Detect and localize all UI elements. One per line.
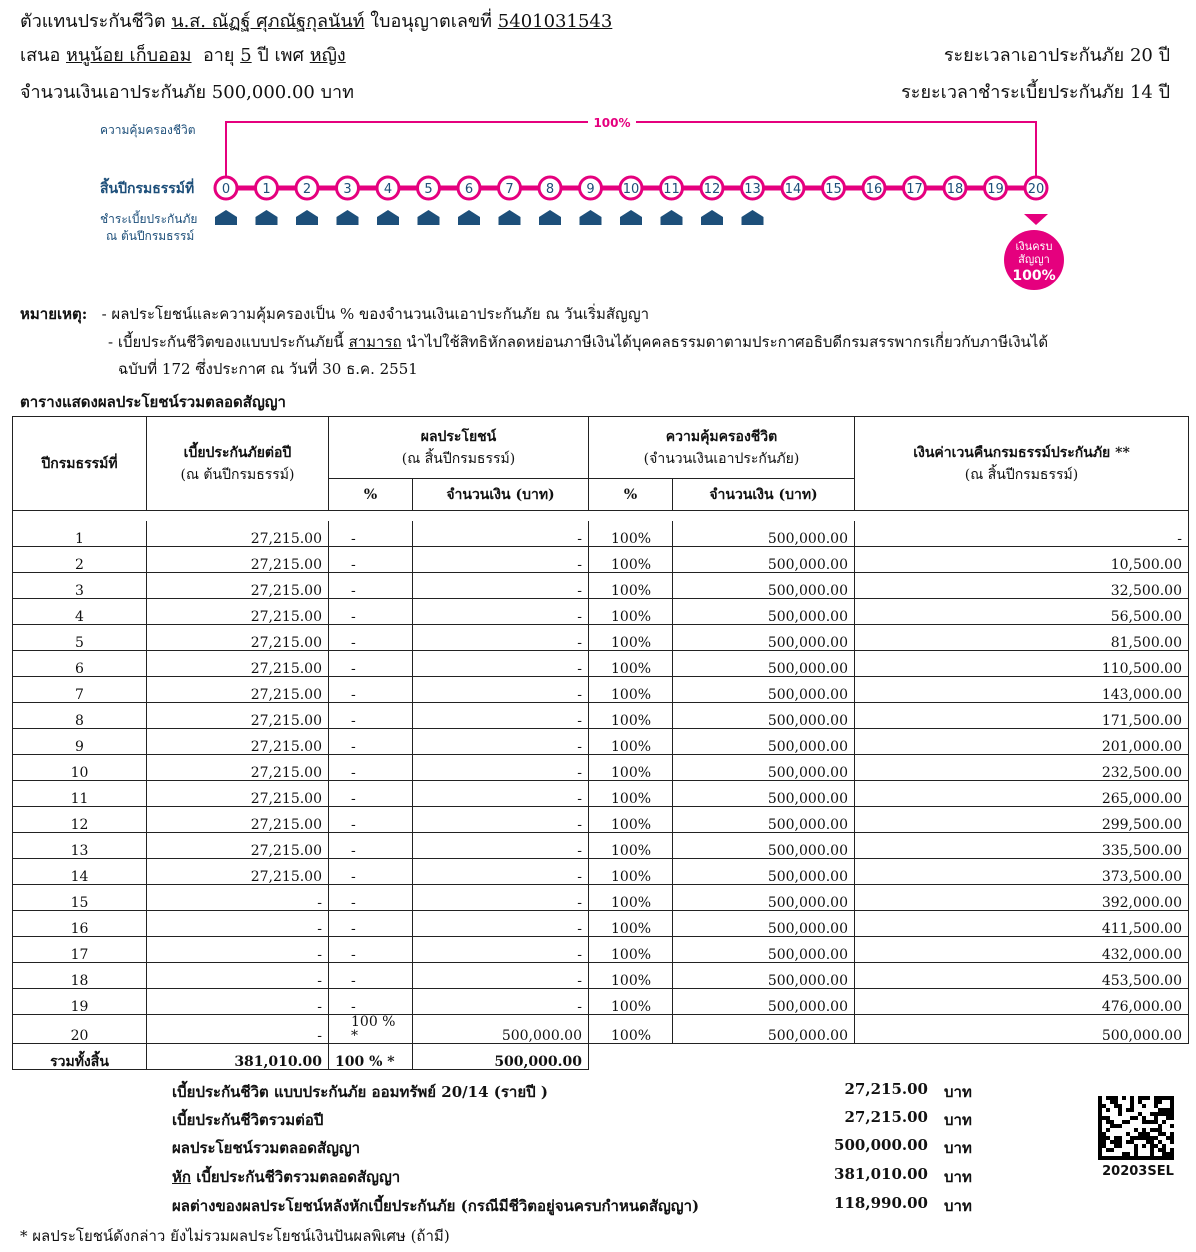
year-label: 8 (545, 182, 555, 197)
year-end-label: สิ้นปีกรมธรรม์ที่ (100, 181, 195, 197)
timeline-premiums (215, 210, 764, 225)
table-body (13, 521, 1189, 1044)
cell-cover-amount: 500,000.00 (673, 677, 855, 703)
cell-year: 11 (13, 781, 147, 807)
cell-benefit-pct: - (329, 911, 413, 937)
cell-year: 5 (13, 625, 147, 651)
summary-v2: 27,215.00 (844, 1108, 928, 1126)
year-label: 9 (586, 182, 595, 197)
premium-house-icon (296, 210, 318, 225)
cell-benefit-amount: - (413, 625, 589, 651)
maturity-line1: เงินครบ (1015, 240, 1053, 253)
table-row (13, 755, 1189, 781)
cell-cash-value: 265,000.00 (855, 781, 1189, 807)
table-row (13, 833, 1189, 859)
premium-house-icon (661, 210, 683, 225)
cell-year: 13 (13, 833, 147, 859)
cell-cover-pct: 100% (589, 703, 673, 729)
cell-year: 16 (13, 911, 147, 937)
cell-cover-amount: 500,000.00 (673, 807, 855, 833)
offer-line: เสนอ หนูน้อย เก็บออม อายุ 5 ปี เพศ หญิง ระยะเวลาเอาประกันภัย 20 ปี (20, 40, 1170, 69)
cell-cover-amount: 500,000.00 (673, 911, 855, 937)
cell-benefit-pct: - (329, 729, 413, 755)
cell-cover-amount: 500,000.00 (673, 1015, 855, 1044)
cell-year: 2 (13, 547, 147, 573)
coverage-timeline (88, 108, 1068, 290)
cell-cash-value: - (855, 521, 1189, 547)
sum-insured: จำนวนเงินเอาประกันภัย 500,000.00 บาท (20, 82, 354, 103)
cell-cover-pct: 100% (589, 729, 673, 755)
coverage-pct: 100% (593, 116, 631, 130)
col-benefit: ผลประโยชน์ (ณ สิ้นปีกรมธรรม์) (329, 417, 589, 479)
cell-cover-pct: 100% (589, 781, 673, 807)
timeline-years (215, 177, 1047, 199)
cell-year: 6 (13, 651, 147, 677)
cell-benefit-pct: - (329, 547, 413, 573)
total-row (13, 1044, 1189, 1070)
premium-house-icon (742, 210, 764, 225)
cell-benefit-amount: - (413, 885, 589, 911)
cell-year: 17 (13, 937, 147, 963)
cell-year: 19 (13, 989, 147, 1015)
summary-v3: 500,000.00 (834, 1136, 928, 1154)
summary-v4: 381,010.00 (834, 1165, 928, 1183)
table-row (13, 521, 1189, 547)
cell-cash-value: 476,000.00 (855, 989, 1189, 1015)
cell-cover-pct: 100% (589, 677, 673, 703)
year-label: 20 (1027, 182, 1045, 197)
footnote: * ผลประโยชน์ดังกล่าว ยังไม่รวมผลประโยชน์เงินปันผลพิเศษ (ถ้ามี) (20, 1227, 450, 1245)
cell-cover-amount: 500,000.00 (673, 521, 855, 547)
cell-benefit-pct: - (329, 677, 413, 703)
cell-benefit-pct: - (329, 755, 413, 781)
cell-cover-amount: 500,000.00 (673, 755, 855, 781)
cell-premium: 27,215.00 (147, 677, 329, 703)
cell-cover-amount: 500,000.00 (673, 703, 855, 729)
cell-year: 3 (13, 573, 147, 599)
cell-benefit-pct: - (329, 599, 413, 625)
table-row (13, 859, 1189, 885)
note-1: หมายเหตุ: - ผลประโยชน์และความคุ้มครองเป็น % ของจำนวนเงินเอาประกันภัย ณ วันเริ่มสัญญา (20, 305, 650, 323)
cell-benefit-pct: - (329, 963, 413, 989)
cell-benefit-pct: - (329, 833, 413, 859)
premium-label-2: ณ ต้นปีกรมธรรม์ (106, 229, 195, 243)
cell-year: 20 (13, 1015, 147, 1044)
cell-year: 18 (13, 963, 147, 989)
cell-benefit-pct: 100 % * (329, 1015, 413, 1044)
year-label: 6 (464, 182, 474, 197)
customer-age: 5 (240, 45, 252, 66)
table-row (13, 885, 1189, 911)
cell-premium: 27,215.00 (147, 547, 329, 573)
year-label: 2 (302, 182, 312, 197)
cell-cash-value: 232,500.00 (855, 755, 1189, 781)
cell-year: 12 (13, 807, 147, 833)
cell-benefit-amount: - (413, 599, 589, 625)
table-row (13, 807, 1189, 833)
cell-premium: - (147, 1015, 329, 1044)
year-label: 19 (987, 182, 1004, 197)
summary-v5: 118,990.00 (834, 1194, 928, 1212)
cell-cover-pct: 100% (589, 625, 673, 651)
premium-house-icon (499, 210, 521, 225)
total-pct: 100 % * (329, 1044, 413, 1070)
cell-cover-pct: 100% (589, 547, 673, 573)
maturity-arrow (1024, 214, 1048, 225)
cell-cover-pct: 100% (589, 573, 673, 599)
customer-name: หนูน้อย เก็บออม (66, 45, 192, 66)
cell-premium: 27,215.00 (147, 781, 329, 807)
cell-cash-value: 411,500.00 (855, 911, 1189, 937)
cell-premium: - (147, 989, 329, 1015)
cell-cover-amount: 500,000.00 (673, 937, 855, 963)
premium-label-1: ชำระเบี้ยประกันภัย (100, 212, 198, 226)
table-row (13, 911, 1189, 937)
cell-benefit-amount: - (413, 755, 589, 781)
premium-house-icon (418, 210, 440, 225)
cell-cover-pct: 100% (589, 599, 673, 625)
maturity-pct: 100% (1012, 268, 1056, 284)
summary-u2: บาท (944, 1111, 972, 1129)
note-2: - เบี้ยประกันชีวิตของแบบประกันภัยนี้ สามารถ นำไปใช้สิทธิหักลดหย่อนภาษีเงินได้บุคคลธรรมดาตามประกาศอธิบดีกรมสรรพากรเกี่ยวกับภาษีเงินได้ (108, 333, 1049, 351)
premium-house-icon (539, 210, 561, 225)
year-label: 10 (622, 182, 640, 197)
cell-benefit-amount: - (413, 859, 589, 885)
cell-benefit-amount: - (413, 651, 589, 677)
maturity-line2: สัญญา (1018, 253, 1050, 266)
cell-cover-pct: 100% (589, 521, 673, 547)
cell-benefit-pct: - (329, 937, 413, 963)
cell-cover-amount: 500,000.00 (673, 885, 855, 911)
cell-cash-value: 373,500.00 (855, 859, 1189, 885)
table-row (13, 625, 1189, 651)
cell-cash-value: 110,500.00 (855, 651, 1189, 677)
cell-benefit-amount: - (413, 729, 589, 755)
agent-line: ตัวแทนประกันชีวิต น.ส. ณัฏฐ์ ศุภณัฐกุลนันท์ ใบอนุญาตเลขที่ 5401031543 (20, 11, 613, 32)
table-row (13, 963, 1189, 989)
cell-benefit-amount: - (413, 521, 589, 547)
cell-cash-value: 32,500.00 (855, 573, 1189, 599)
table-row (13, 547, 1189, 573)
cell-benefit-pct: - (329, 989, 413, 1015)
summary-u1: บาท (944, 1083, 972, 1101)
cell-premium: 27,215.00 (147, 729, 329, 755)
table-row (13, 989, 1189, 1015)
cell-premium: 27,215.00 (147, 807, 329, 833)
premium-house-icon (580, 210, 602, 225)
table-row (13, 651, 1189, 677)
cell-cash-value: 392,000.00 (855, 885, 1189, 911)
table-row (13, 677, 1189, 703)
cell-premium: 27,215.00 (147, 859, 329, 885)
summary-l2: เบี้ยประกันชีวิตรวมต่อปี (172, 1111, 324, 1129)
cell-cover-amount: 500,000.00 (673, 833, 855, 859)
cell-benefit-pct: - (329, 573, 413, 599)
cell-cover-amount: 500,000.00 (673, 781, 855, 807)
cell-cover-pct: 100% (589, 911, 673, 937)
premium-house-icon (215, 210, 237, 225)
cell-benefit-pct: - (329, 651, 413, 677)
cell-benefit-pct: - (329, 807, 413, 833)
cell-premium: 27,215.00 (147, 833, 329, 859)
cell-premium: 27,215.00 (147, 703, 329, 729)
summary-u5: บาท (944, 1197, 972, 1215)
cell-benefit-amount: - (413, 937, 589, 963)
col-benefit-amount: จำนวนเงิน (บาท) (413, 479, 589, 511)
year-label: 12 (703, 182, 721, 197)
year-label: 4 (383, 182, 393, 197)
cell-benefit-amount: - (413, 781, 589, 807)
cell-premium: - (147, 911, 329, 937)
cell-cash-value: 171,500.00 (855, 703, 1189, 729)
agent-name: น.ส. ณัฏฐ์ ศุภณัฐกุลนันท์ (171, 11, 365, 32)
cell-premium: 27,215.00 (147, 599, 329, 625)
customer-sex: หญิง (309, 45, 346, 66)
cell-benefit-pct: - (329, 521, 413, 547)
cell-cover-amount: 500,000.00 (673, 651, 855, 677)
cell-benefit-pct: - (329, 859, 413, 885)
cell-cover-amount: 500,000.00 (673, 599, 855, 625)
cell-cover-amount: 500,000.00 (673, 547, 855, 573)
col-coverage: ความคุ้มครองชีวิต (จำนวนเงินเอาประกันภัย) (589, 417, 855, 479)
cell-benefit-amount: - (413, 573, 589, 599)
cell-cover-pct: 100% (589, 937, 673, 963)
cell-premium: - (147, 963, 329, 989)
total-label: รวมทั้งสิ้น (13, 1044, 147, 1070)
cell-cover-amount: 500,000.00 (673, 625, 855, 651)
year-label: 7 (505, 182, 514, 197)
col-year: ปีกรมธรรม์ที่ (13, 417, 147, 511)
cell-cover-pct: 100% (589, 807, 673, 833)
cell-cover-pct: 100% (589, 651, 673, 677)
cell-cash-value: 500,000.00 (855, 1015, 1189, 1044)
cell-benefit-amount: - (413, 911, 589, 937)
cell-cover-pct: 100% (589, 755, 673, 781)
cell-cash-value: 201,000.00 (855, 729, 1189, 755)
summary-l5: ผลต่างของผลประโยชน์หลังหักเบี้ยประกันภัย (กรณีมีชีวิตอยู่จนครบกำหนดสัญญา) (172, 1197, 700, 1215)
cell-cover-amount: 500,000.00 (673, 729, 855, 755)
cell-premium: 27,215.00 (147, 573, 329, 599)
table-row (13, 573, 1189, 599)
coverage-period: ระยะเวลาเอาประกันภัย 20 ปี (943, 45, 1170, 66)
table-row (13, 729, 1189, 755)
col-cash-value: เงินค่าเวนคืนกรมธรรม์ประกันภัย ** (ณ สิ้นปีกรมธรรม์) (855, 417, 1189, 511)
cell-benefit-amount: - (413, 989, 589, 1015)
qr-code-text: 20203SEL (1102, 1164, 1174, 1179)
cell-premium: 27,215.00 (147, 651, 329, 677)
year-label: 1 (262, 182, 271, 197)
cell-cover-pct: 100% (589, 833, 673, 859)
cell-cover-pct: 100% (589, 859, 673, 885)
year-label: 3 (343, 182, 352, 197)
cell-benefit-amount: - (413, 833, 589, 859)
cell-cover-amount: 500,000.00 (673, 989, 855, 1015)
premium-house-icon (458, 210, 480, 225)
cell-cover-pct: 100% (589, 963, 673, 989)
cell-year: 7 (13, 677, 147, 703)
cell-cover-amount: 500,000.00 (673, 963, 855, 989)
summary-v1: 27,215.00 (844, 1080, 928, 1098)
cell-benefit-amount: - (413, 963, 589, 989)
year-label: 13 (744, 182, 761, 197)
benefit-table (12, 416, 1189, 1070)
cell-benefit-amount: - (413, 547, 589, 573)
premium-house-icon (701, 210, 723, 225)
cell-year: 10 (13, 755, 147, 781)
year-label: 11 (663, 182, 680, 197)
premium-house-icon (620, 210, 642, 225)
year-label: 15 (825, 182, 842, 197)
coverage-label: ความคุ้มครองชีวิต (100, 123, 196, 137)
cell-premium: - (147, 937, 329, 963)
col-cover-amount: จำนวนเงิน (บาท) (673, 479, 855, 511)
total-premium: 381,010.00 (147, 1044, 329, 1070)
cell-cash-value: 335,500.00 (855, 833, 1189, 859)
premium-house-icon (256, 210, 278, 225)
cell-year: 9 (13, 729, 147, 755)
summary-l3: ผลประโยชน์รวมตลอดสัญญา (172, 1139, 361, 1157)
cell-benefit-pct: - (329, 703, 413, 729)
table-row (13, 937, 1189, 963)
total-blank (589, 1044, 1189, 1070)
cell-year: 4 (13, 599, 147, 625)
note-3: ฉบับที่ 172 ซึ่งประกาศ ณ วันที่ 30 ธ.ค. 2551 (118, 360, 418, 378)
table-row (13, 599, 1189, 625)
cell-benefit-amount: 500,000.00 (413, 1015, 589, 1044)
cell-year: 15 (13, 885, 147, 911)
cell-cash-value: 143,000.00 (855, 677, 1189, 703)
cell-cover-pct: 100% (589, 989, 673, 1015)
cell-premium: 27,215.00 (147, 521, 329, 547)
table-row (13, 703, 1189, 729)
col-cover-pct: % (589, 479, 673, 511)
table-row (13, 781, 1189, 807)
cell-premium: 27,215.00 (147, 625, 329, 651)
cell-premium: 27,215.00 (147, 755, 329, 781)
table-row (13, 1015, 1189, 1044)
cell-cover-pct: 100% (589, 1015, 673, 1044)
premium-house-icon (337, 210, 359, 225)
summary-u4: บาท (944, 1168, 972, 1186)
cell-year: 1 (13, 521, 147, 547)
cell-benefit-pct: - (329, 625, 413, 651)
year-label: 16 (865, 182, 883, 197)
cell-cover-pct: 100% (589, 885, 673, 911)
year-label: 5 (424, 182, 433, 197)
license-number: 5401031543 (497, 11, 613, 32)
cell-cover-amount: 500,000.00 (673, 859, 855, 885)
cell-cash-value: 453,500.00 (855, 963, 1189, 989)
cell-cash-value: 432,000.00 (855, 937, 1189, 963)
col-benefit-pct: % (329, 479, 413, 511)
cell-year: 14 (13, 859, 147, 885)
header-spacer (13, 511, 1189, 522)
year-label: 17 (906, 182, 923, 197)
year-label: 14 (784, 182, 802, 197)
cell-benefit-amount: - (413, 677, 589, 703)
summary-l4: หัก เบี้ยประกันชีวิตรวมตลอดสัญญา (172, 1168, 401, 1186)
cell-premium: - (147, 885, 329, 911)
cell-cover-amount: 500,000.00 (673, 573, 855, 599)
note-label: หมายเหตุ: (20, 305, 88, 323)
premium-house-icon (377, 210, 399, 225)
cell-cash-value: 299,500.00 (855, 807, 1189, 833)
cell-cash-value: 10,500.00 (855, 547, 1189, 573)
cell-cash-value: 56,500.00 (855, 599, 1189, 625)
summary-u3: บาท (944, 1139, 972, 1157)
col-premium: เบี้ยประกันภัยต่อปี (ณ ต้นปีกรมธรรม์) (147, 417, 329, 511)
cell-benefit-amount: - (413, 703, 589, 729)
total-amount: 500,000.00 (413, 1044, 589, 1070)
table-title: ตารางแสดงผลประโยชน์รวมตลอดสัญญา (20, 393, 286, 411)
year-label: 0 (221, 182, 231, 197)
cell-year: 8 (13, 703, 147, 729)
cell-benefit-amount: - (413, 807, 589, 833)
cell-benefit-pct: - (329, 885, 413, 911)
year-label: 18 (946, 182, 964, 197)
summary-l1: เบี้ยประกันชีวิต แบบประกันภัย ออมทรัพย์ 20/14 (รายปี ) (172, 1083, 548, 1101)
qr-code-icon (1098, 1096, 1174, 1160)
cell-cash-value: 81,500.00 (855, 625, 1189, 651)
cell-benefit-pct: - (329, 781, 413, 807)
sum-line (20, 77, 1170, 106)
payment-period: ระยะเวลาชำระเบี้ยประกันภัย 14 ปี (901, 82, 1170, 103)
